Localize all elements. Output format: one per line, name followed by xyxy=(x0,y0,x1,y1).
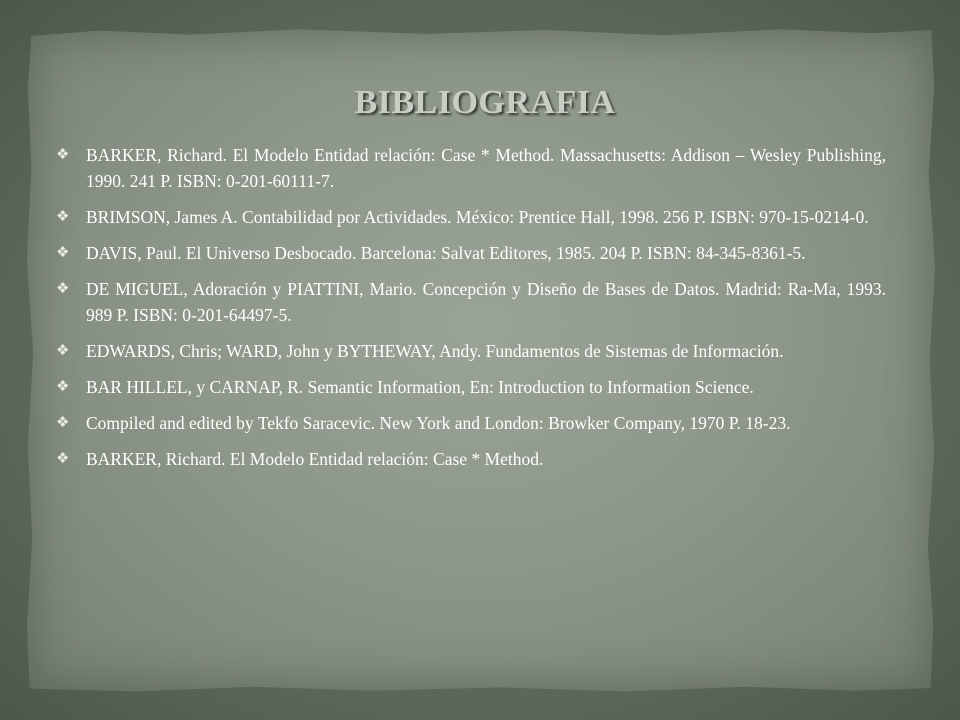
slide-title: BIBLIOGRAFIA xyxy=(354,84,616,121)
entry-text: DE MIGUEL, Adoración y PIATTINI, Mario. Concepción y Diseño de Bases de Datos. Madrid: Ra-Ma, 1993. 989 P. ISBN: 0-201-64497-5. xyxy=(86,279,886,325)
bibliography-entry xyxy=(56,338,886,364)
diamond-cluster-icon: ❖ xyxy=(56,379,70,395)
bibliography-entry xyxy=(56,446,886,472)
bibliography-entry xyxy=(56,410,886,436)
bibliography-list xyxy=(56,142,886,482)
diamond-cluster-icon: ❖ xyxy=(56,343,70,359)
entry-text: BRIMSON, James A. Contabilidad por Actividades. México: Prentice Hall, 1998. 256 P. ISBN: 970-15-0214-0. xyxy=(86,207,869,227)
diamond-cluster-icon: ❖ xyxy=(56,209,70,225)
bibliography-entry xyxy=(56,240,886,266)
bibliography-entry xyxy=(56,374,886,400)
entry-text: BARKER, Richard. El Modelo Entidad relación: Case * Method. Massachusetts: Addison – Wesley Publishing, 1990. 241 P. ISBN: 0-201-60111-7. xyxy=(86,145,886,191)
diamond-cluster-icon: ❖ xyxy=(56,415,70,431)
diamond-cluster-icon: ❖ xyxy=(56,451,70,467)
bibliography-entry xyxy=(56,276,886,328)
diamond-cluster-icon: ❖ xyxy=(56,281,70,297)
bibliography-entry xyxy=(56,204,886,230)
entry-text: Compiled and edited by Tekfo Saracevic. New York and London: Browker Company, 1970 P. 18-23. xyxy=(86,413,791,433)
entry-text: DAVIS, Paul. El Universo Desbocado. Barcelona: Salvat Editores, 1985. 204 P. ISBN: 84-345-8361-5. xyxy=(86,243,806,263)
entry-text: BAR HILLEL, y CARNAP, R. Semantic Information, En: Introduction to Information Science. xyxy=(86,377,754,397)
bibliography-entry xyxy=(56,142,886,194)
diamond-cluster-icon: ❖ xyxy=(56,147,70,163)
entry-text: BARKER, Richard. El Modelo Entidad relación: Case * Method. xyxy=(86,449,544,469)
diamond-cluster-icon: ❖ xyxy=(56,245,70,261)
entry-text: EDWARDS, Chris; WARD, John y BYTHEWAY, Andy. Fundamentos de Sistemas de Información. xyxy=(86,341,784,361)
